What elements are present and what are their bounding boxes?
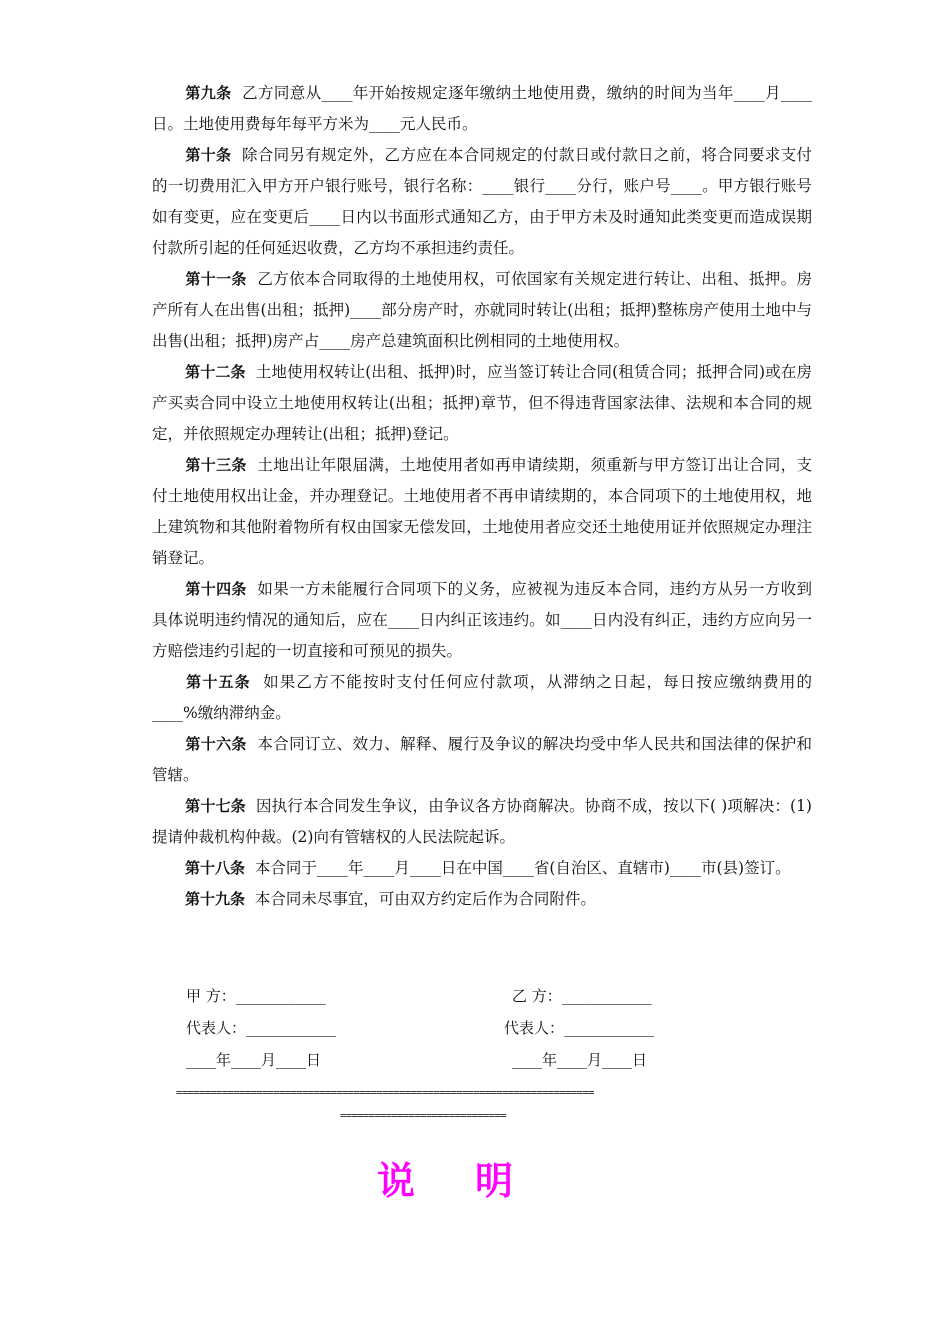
article-text: 乙方同意从____年开始按规定逐年缴纳土地使用费，缴纳的时间为当年____月____日。土地使用费每年每平方米为____元人民币。 bbox=[152, 84, 812, 133]
article-14 bbox=[152, 574, 812, 667]
date-a-field: ____年____月____日 bbox=[186, 1051, 322, 1069]
contract-body bbox=[152, 78, 812, 915]
separator-line: ============================= bbox=[340, 1110, 506, 1122]
article-number: 第十一条 bbox=[185, 270, 247, 288]
article-text: 本合同未尽事宜，可由双方约定后作为合同附件。 bbox=[254, 890, 596, 908]
party-b-field: 乙 方：____________ bbox=[512, 987, 652, 1005]
article-16 bbox=[152, 729, 812, 791]
article-text: 因执行本合同发生争议，由争议各方协商解决。协商不成，按以下( )项解决：(1)提请仲裁机构仲裁。(2)向有管辖权的人民法院起诉。 bbox=[152, 797, 812, 846]
article-18 bbox=[152, 853, 812, 884]
section-title: 说明 bbox=[376, 1159, 573, 1203]
article-10 bbox=[152, 140, 812, 264]
date-b-field: ____年____月____日 bbox=[512, 1051, 648, 1069]
article-text: 本合同订立、效力、解释、履行及争议的解决均受中华人民共和国法律的保护和管辖。 bbox=[152, 735, 812, 784]
article-number: 第十四条 bbox=[185, 580, 247, 598]
article-13 bbox=[152, 450, 812, 574]
article-12 bbox=[152, 357, 812, 450]
article-number: 第十六条 bbox=[185, 735, 247, 753]
article-15 bbox=[152, 667, 812, 729]
article-text: 乙方依本合同取得的土地使用权，可依国家有关规定进行转让、出租、抵押。房产所有人在出售(出租；抵押)____部分房产时，亦就同时转让(出租；抵押)整栋房产使用土地中与出售(出租；抵押)房产占____房产总建筑面积比例相同的土地使用权。 bbox=[152, 270, 812, 350]
party-a-field: 甲 方：____________ bbox=[186, 987, 326, 1005]
article-11 bbox=[152, 264, 812, 357]
article-text: 如果乙方不能按时支付任何应付款项，从滞纳之日起，每日按应缴纳费用的____%缴纳滞纳金。 bbox=[152, 673, 812, 722]
article-number: 第十八条 bbox=[185, 859, 246, 877]
article-text: 除合同另有规定外，乙方应在本合同规定的付款日或付款日之前，将合同要求支付的一切费用汇入甲方开户银行账号，银行名称：____银行____分行，账户号____。甲方银行账号如有变更，应在变更后____日内以书面形式通知乙方，由于甲方未及时通知此类变更而造成误期付款所引起的任何延迟收费，乙方均不承担违约责任。 bbox=[152, 146, 812, 257]
article-17 bbox=[152, 791, 812, 853]
article-text: 如果一方未能履行合同项下的义务，应被视为违反本合同，违约方从另一方收到具体说明违约情况的通知后，应在____日内纠正该违约。如____日内没有纠正，违约方应向另一方赔偿违约引起的一切直接和可预见的损失。 bbox=[152, 580, 812, 660]
article-text: 土地出让年限届满，土地使用者如再申请续期，须重新与甲方签订出让合同，支付土地使用权出让金，并办理登记。土地使用者不再申请续期的，本合同项下的土地使用权，地上建筑物和其他附着物所有权由国家无偿发回，土地使用者应交还土地使用证并依照规定办理注销登记。 bbox=[152, 456, 812, 567]
article-number: 第十条 bbox=[185, 146, 232, 164]
article-text: 土地使用权转让(出租、抵押)时，应当签订转让合同(租赁合同；抵押合同)或在房产买卖合同中设立土地使用权转让(出租；抵押)章节，但不得违背国家法律、法规和本合同的规定，并依照规定办理转让(出租；抵押)登记。 bbox=[152, 363, 812, 443]
article-number: 第十九条 bbox=[185, 890, 246, 908]
article-number: 第十七条 bbox=[185, 797, 246, 815]
article-9 bbox=[152, 78, 812, 140]
representative-a-field: 代表人：____________ bbox=[186, 1019, 337, 1037]
separator-line: ========================================================================= bbox=[176, 1087, 594, 1099]
representative-b-field: 代表人：____________ bbox=[504, 1019, 655, 1037]
article-text: 本合同于____年____月____日在中国____省(自治区、直辖市)____市(县)签订。 bbox=[254, 859, 791, 877]
article-number: 第九条 bbox=[185, 84, 232, 102]
article-19 bbox=[152, 884, 812, 915]
article-number: 第十三条 bbox=[185, 456, 247, 474]
article-number: 第十五条 bbox=[185, 673, 251, 691]
article-number: 第十二条 bbox=[185, 363, 246, 381]
